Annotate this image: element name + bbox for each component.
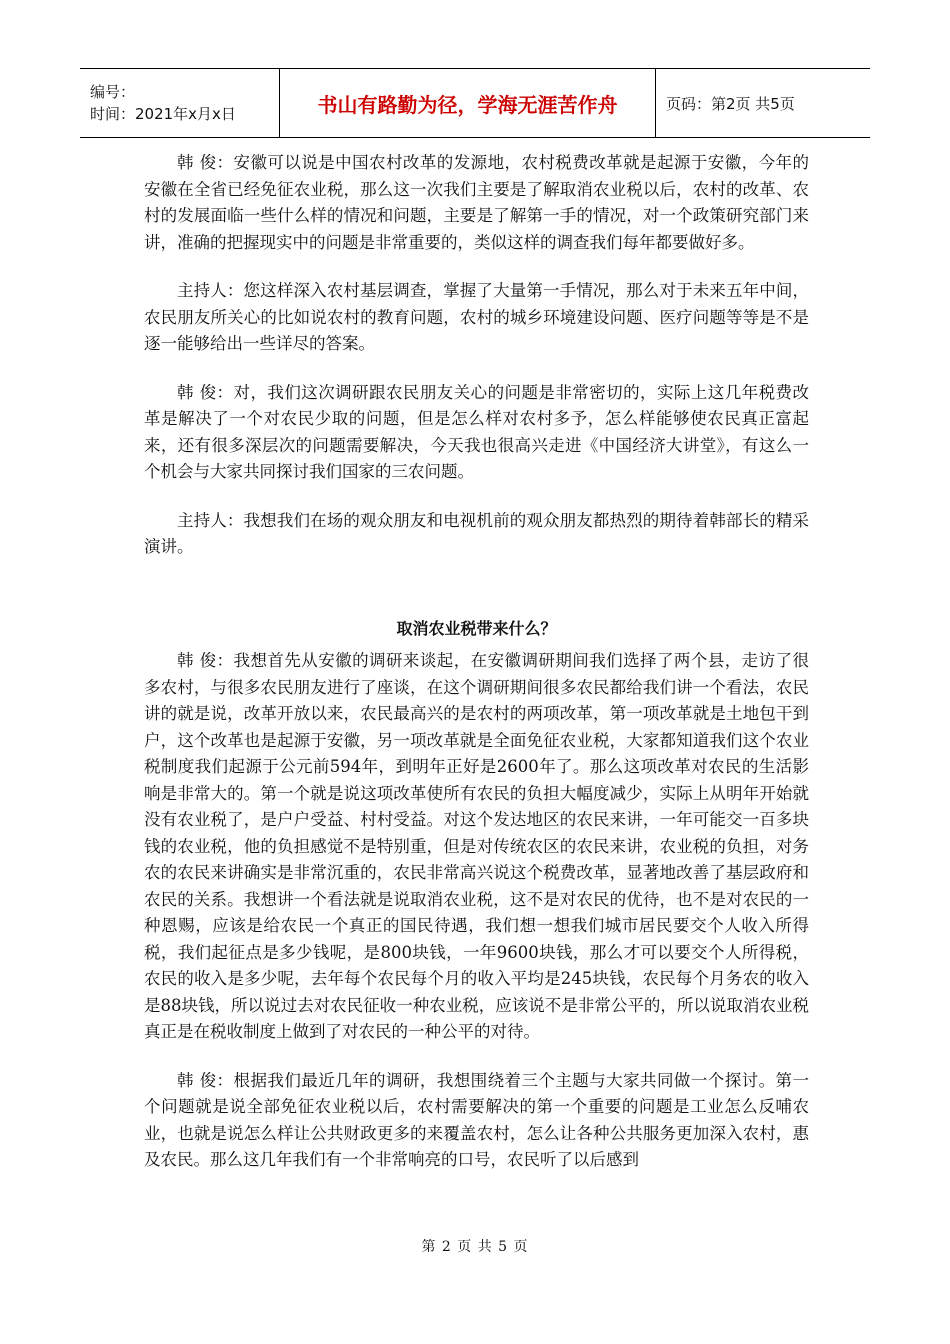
page-header xyxy=(80,68,870,138)
document-body xyxy=(144,150,809,1196)
motto-text: 书山有路勤为径，学海无涯苦作舟 xyxy=(317,92,618,117)
header-page-info xyxy=(656,69,870,137)
paragraph: 主持人：您这样深入农村基层调查，掌握了大量第一手情况，那么对于未来五年中间，农民朋友所关心的比如说农村的教育问题，农村的城乡环境建设问题、医疗问题等等是不是逐一能够给出一些详尽的答案。 xyxy=(144,281,809,353)
paragraph: 韩 俊：我想首先从安徽的调研来谈起，在安徽调研期间我们选择了两个县，走访了很多农村，与很多农民朋友进行了座谈，在这个调研期间很多农民都给我们讲一个看法，农民讲的就是说，改革开放以来，农民最高兴的是农村的两项改革，第一项改革就是土地包干到户，这个改革也是起源于安徽，另一项改革就是全面免征农业税，大家都知道我们这个农业税制度我们起源于公元前594年，到明年正好是2600年了。那么这项改革对农民的生活影响是非常大的。第一个就是说这项改革使所有农民的负担大幅度减少，实际上从明年开始就没有农业税了，是户户受益、村村受益。对这个发达地区的农民来讲，一年可能交一百多块钱的农业税，他的负担感觉不是特别重，但是对传统农区的农民来讲，农业税的负担，对务农的农民来讲确实是非常沉重的，农民非常高兴说这个税费改革，显著地改善了基层政府和农民的关系。我想讲一个看法就是说取消农业税，这不是对农民的优待，也不是对农民的一种恩赐，应该是给农民一个真正的国民待遇，我们想一想我们城市居民要交个人收入所得税，我们起征点是多少钱呢，是800块钱，一年9600块钱，那么才可以要交个人所得税，农民的收入是多少呢，去年每个农民每个月的收入平均是245块钱，农民每个月务农的收入是88块钱，所以说过去对农民征收一种农业税，应该说不是非常公平的，所以说取消农业税真正是在税收制度上做到了对农民的一种公平的对待。 xyxy=(144,651,809,1041)
paragraph: 韩 俊：根据我们最近几年的调研，我想围绕着三个主题与大家共同做一个探讨。第一个问题就是说全部免征农业税以后，农村需要解决的第一个重要的问题是工业怎么反哺农业，也就是说怎么样让公共财政更多的来覆盖农村，怎么让各种公共服务更加深入农村，惠及农民。那么这几年我们有一个非常响亮的口号，农民听了以后感到 xyxy=(144,1070,809,1169)
section-heading: 取消农业税带来什么？ xyxy=(396,618,557,638)
page-info-text: 页码：第2页 共5页 xyxy=(666,94,795,113)
serial-label: 编号： xyxy=(90,83,136,101)
time-label: 时间：2021年x月x日 xyxy=(90,105,236,123)
paragraph: 韩 俊：安徽可以说是中国农村改革的发源地，农村税费改革就是起源于安徽，今年的安徽在全省已经免征农业税，那么这一次我们主要是了解取消农业税以后，农村的改革、农村的发展面临一些什么样的情况和问题，主要是了解第一手的情况，对一个政策研究部门来讲，准确的把握现实中的问题是非常重要的，类似这样的调查我们每年都要做好多。 xyxy=(144,153,809,252)
header-meta xyxy=(80,69,280,137)
paragraph: 主持人：我想我们在场的观众朋友和电视机前的观众朋友都热烈的期待着韩部长的精采演讲。 xyxy=(144,510,809,556)
page-footer: 第 2 页 共 5 页 xyxy=(421,1239,529,1255)
header-motto xyxy=(280,69,656,137)
paragraph: 韩 俊：对，我们这次调研跟农民朋友关心的问题是非常密切的，实际上这几年税费改革是解决了一个对农民少取的问题，但是怎么样对农村多予，怎么样能够使农民真正富起来，还有很多深层次的问题需要解决，今天我也很高兴走进《中国经济大讲堂》，有这么一个机会与大家共同探讨我们国家的三农问题。 xyxy=(144,382,809,481)
